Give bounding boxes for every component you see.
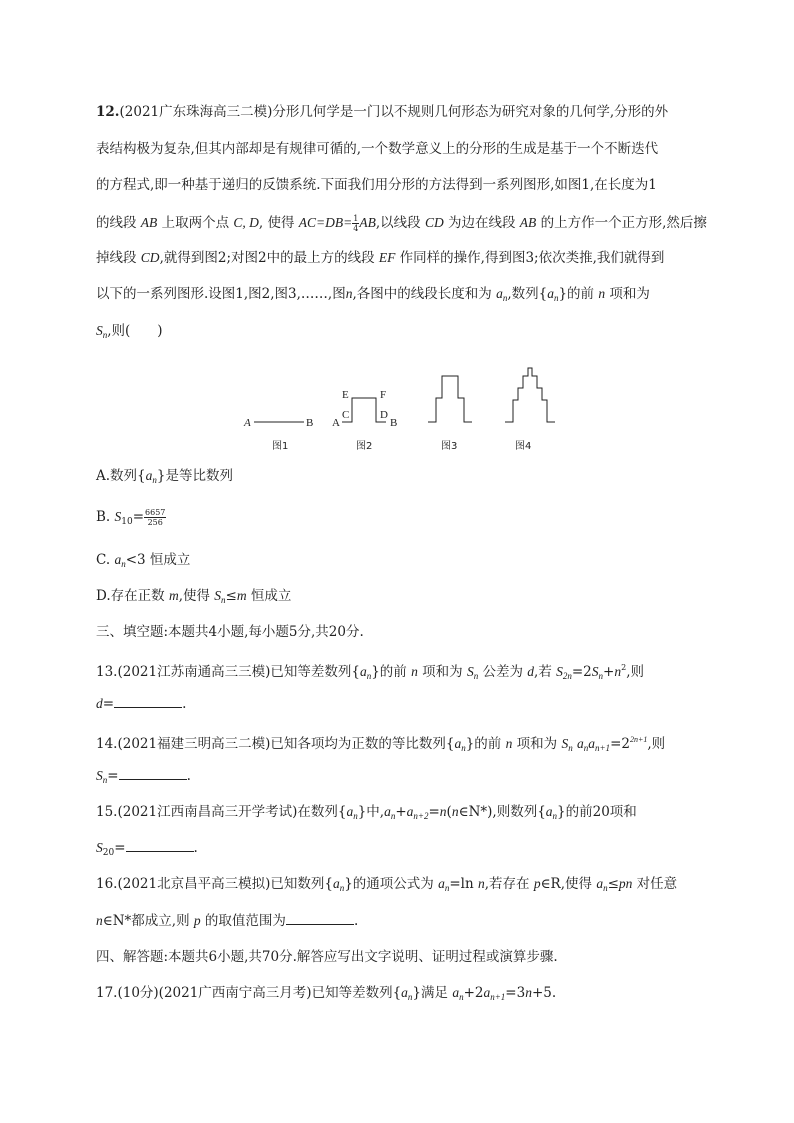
q16-line2: n∈N*都成立,则 p 的取值范围为 .	[96, 913, 359, 929]
q17-line1: 17.(10分)(2021广西南宁高三月考)已知等差数列$\{a_n\}$满足 $a_n+2a_{n+1}=3n+5$.	[96, 985, 557, 1002]
fig4-shape	[505, 368, 555, 422]
label-a2: A	[332, 417, 340, 429]
section-3-heading: 三、填空题:本题共4小题,每小题5分,共20分.	[96, 624, 364, 640]
fig-caption-4: 图4	[515, 441, 532, 452]
q16-answer-blank[interactable]	[286, 912, 354, 925]
label-b1: B	[306, 417, 314, 429]
label-a1: A	[244, 417, 251, 429]
label-d: D	[380, 409, 388, 421]
q12-line1: 12.(2021广东珠海高三二模)分形几何学是一门以不规则几何形态为研究对象的几何学,分形的外	[96, 104, 669, 120]
fig-caption-3: 图3	[441, 441, 458, 452]
label-f: F	[380, 389, 387, 401]
option-b: B. $S_{10}=$ $\frac{6657}{256}$	[96, 508, 166, 527]
q13-line1: 13.(2021江苏南通高三三模)已知等差数列$\{a_n\}$的前 n 项和为 $S_n$ 公差为 d,若 $S_{2n}=2S_n+n^2$,则	[96, 663, 644, 681]
q15-answer-blank[interactable]	[126, 839, 194, 852]
label-c: C	[342, 409, 350, 421]
q12-line6: 以下的一系列图形.设图1,图2,图3,……,图n,各图中的线段长度和为 $a_n$,数列$\{a_n\}$的前 n 项和为	[96, 286, 650, 303]
q12-line2: 表结构极为复杂,但其内部却是有规律可循的,一个数学意义上的分形的生成是基于一个不断迭代	[96, 141, 659, 157]
fig-caption-1: 图1	[272, 441, 289, 452]
q16-line1: 16.(2021北京昌平高三模拟)已知数列$\{a_n\}$的通项公式为 $a_n=\ln$ n,若存在 p∈R,使得 $a_n\le pn$ 对任意	[96, 876, 678, 893]
fig3-shape	[428, 376, 472, 422]
q12-number: 12.	[96, 104, 120, 120]
option-a: A.数列$\{a_n\}$是等比数列	[96, 468, 233, 485]
q12-line5: 掉线段 CD,就得到图2;对图2中的最上方的线段 EF 作同样的操作,得到图3;依次类推,我们就得到	[96, 250, 665, 266]
option-d: D.存在正数 m,使得 $S_n\le m$ 恒成立	[96, 588, 292, 605]
fraction-6657-256: $\frac{6657}{256}$	[145, 508, 166, 527]
q15-line2: $S_{20}=$ .	[96, 840, 198, 858]
label-e: E	[342, 389, 349, 401]
section-4-heading: 四、解答题:本题共6小题,共70分.解答应写出文字说明、证明过程或演算步骤.	[96, 949, 558, 965]
q13-answer-blank[interactable]	[114, 695, 182, 708]
q13-line2: d= .	[96, 696, 187, 712]
q14-answer-blank[interactable]	[119, 767, 187, 780]
q12-line7: $S_n$,则( )	[96, 323, 163, 340]
fraction-one-quarter: $\frac{1}{4}$	[353, 214, 359, 233]
option-c: C. $a_n<3$ 恒成立	[96, 552, 191, 569]
q14-line1: 14.(2021福建三明高三二模)已知各项均为正数的等比数列$\{a_n\}$的前 n 项和为 $S_n$ $a_na_{n+1}=2^{2n+1}$,则	[96, 735, 666, 753]
fractal-figure	[230, 360, 560, 430]
fig-caption-2: 图2	[356, 441, 373, 452]
q12-line4: 的线段 AB 上取两个点 C, D, 使得 AC=DB= $\frac{1}{4}$ AB,以线段 CD 为边在线段 AB 的上方作一个正方形,然后擦	[96, 214, 707, 233]
q12-line3: 的方程式,即一种基于递归的反馈系统.下面我们用分形的方法得到一系列图形,如图1,在长度为1	[96, 177, 657, 193]
q15-line1: 15.(2021江西南昌高三开学考试)在数列$\{a_n\}$中$,a_n+a_{n+2}=n(n\in N*)$,则数列$\{a_n\}$的前20项和	[96, 804, 637, 821]
q14-line2: $S_n=$ .	[96, 768, 191, 785]
label-b2: B	[390, 417, 398, 429]
